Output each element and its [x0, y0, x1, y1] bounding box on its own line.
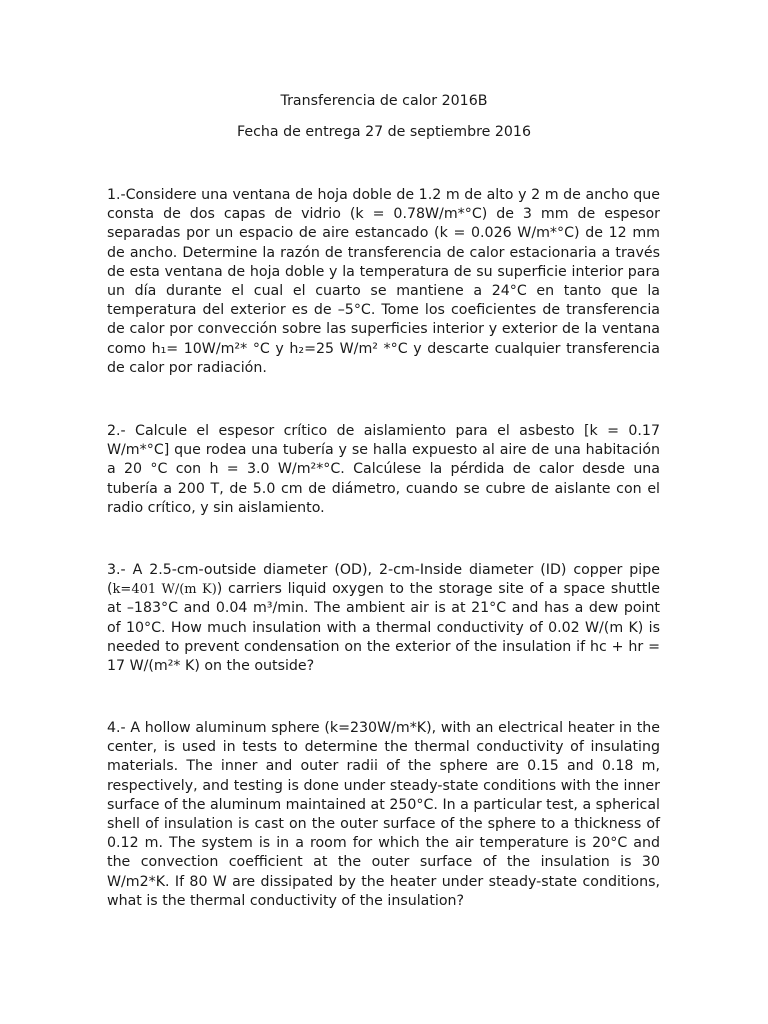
- problem-3: [107, 561, 660, 676]
- problem-4: 4.- A hollow aluminum sphere (k=230W/m*K), with an electrical heater in the center, is used in tests to determine the thermal conductivity of insulating materials. The inner and outer radii of the sphere are 0.15 and 0.18 m, respectively, and testing is done under steady-state conditions with the inner surface of the aluminum maintained at 250°C. In a particular test, a spherical shell of insulation is cast on the outer surface of the sphere to a thickness of 0.12 m. The system is in a room for which the air temperature is 20°C and the convection coefficient at the outer surface of the insulation is 30 W/m2*K. If 80 W are dissipated by the heater under steady-state conditions, what is the thermal conductivity of the insulation?: [107, 720, 660, 909]
- problem-3-conductivity: k=401 W/(m K): [112, 582, 217, 598]
- problem-3-text-end: ) carriers liquid oxygen to the storage site of a space shuttle at –183°C and 0.04 m³/min. The ambient air is at 21°C and has a dew point of 10°C. How much insulation with a thermal conductivity of 0.02 W/(m K) is needed to prevent condensation on the exterior of the insulation if hc + hr = 17 W/(m²* K) on the outside?: [107, 581, 660, 675]
- document-title: Transferencia de calor 2016B: [280, 93, 488, 109]
- problem-1: 1.-Considere una ventana de hoja doble de 1.2 m de alto y 2 m de ancho que consta de dos capas de vidrio (k = 0.78W/m*°C) de 3 mm de espesor separadas por un espacio de aire estancado (k = 0.026 W/m*°C) de 12 mm de ancho. Determine la razón de transferencia de calor estacionaria a través de esta ventana de hoja doble y la temperatura de su superficie interior para un día durante el cual el cuarto se mantiene a 24°C en tanto que la temperatura del exterior es de –5°C. Tome los coeficientes de transferencia de calor por convección sobre las superficies interior y exterior de la ventana como h₁= 10W/m²* °C y h₂=25 W/m² *°C y descarte cualquier transferencia de calor por radiación.: [107, 187, 660, 376]
- due-date: Fecha de entrega 27 de septiembre 2016: [237, 124, 531, 140]
- problem-3-text-start: 3.- A 2.5-cm-outside diameter (OD), 2-cm-Inside diameter (ID) copper pipe (: [107, 562, 660, 598]
- problem-2: 2.- Calcule el espesor crítico de aislamiento para el asbesto [k = 0.17 W/m*°C] que rodea una tubería y se halla expuesto al aire de una habitación a 20 °C con h = 3.0 W/m²*°C. Calcúlese la pérdida de calor desde una tubería a 200 T, de 5.0 cm de diámetro, cuando se cubre de aislante con el radio crítico, y sin aislamiento.: [107, 423, 660, 516]
